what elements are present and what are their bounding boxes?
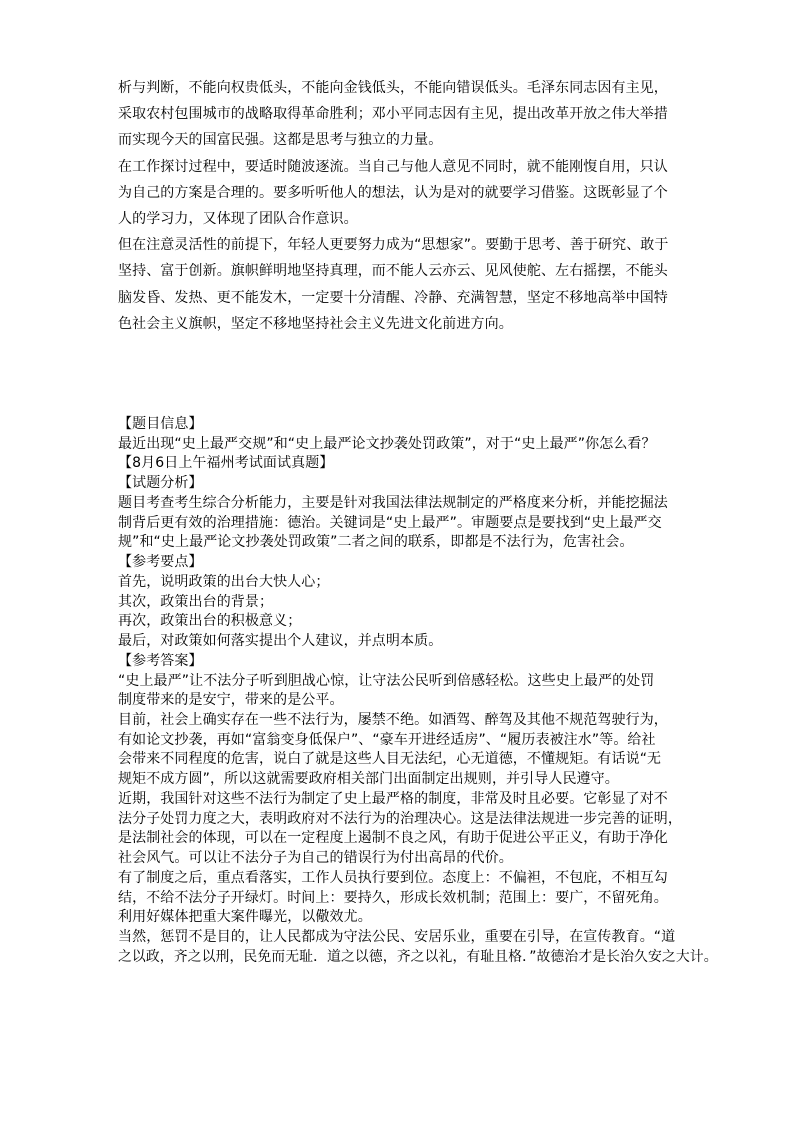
text-line: 析与判断，不能向权贵低头，不能向金钱低头，不能向错误低头。毛泽东同志因有主见， [118,80,668,96]
text-line: 色社会主义旗帜，坚定不移地坚持社会主义先进文化前进方向。 [118,315,513,332]
text-line: 近期，我国针对这些不法行为制定了史上最严格的制度，非常及时且必要。它彰显了对不 [118,790,668,807]
text-line: 制度带来的是安宁，带来的是公平。 [118,692,344,709]
text-line: 【参考要点】 [118,554,203,571]
text-line: 在工作探讨过程中，要适时随波逐流。当自己与他人意见不同时，就不能刚愎自用，只认 [118,158,668,175]
question-section [118,415,718,968]
text-line: 采取农村包围城市的战略取得革命胜利；邓小平同志因有主见，提出改革开放之伟大举措 [118,106,668,123]
text-line: 是法制社会的体现，可以在一定程度上遏制不良之风，有助于促进公平正义，有助于净化 [118,830,668,847]
text-line: 题目考查考生综合分析能力，主要是针对我国法律法规制定的严格度来分析，并能挖掘法 [118,494,668,511]
text-line: 但在注意灵活性的前提下，年轻人更要努力成为“思想家”。要勤于思考、善于研究、敢于 [118,237,669,254]
text-line: 而实现今天的国富民强。这都是思考与独立的力量。 [118,132,443,149]
text-line: 最近出现“史上最严交规”和“史上最严论文抄袭处罚政策”，对于“史上最严”你怎么看？ [118,435,656,452]
text-line: 当然，惩罚不是目的，让人民都成为守法公民、安居乐业，重要在引导，在宣传教育。“道 [118,929,676,946]
text-line: 利用好媒体把重大案件曝光，以儆效尤。 [118,909,372,926]
essay-continuation [118,75,698,337]
text-line: 脑发昏、发热、更不能发木，一定要十分清醒、冷静、充满智慧，坚定不移地高举中国特 [118,289,668,306]
text-line: 【试题分析】 [118,475,203,492]
text-line: 结，不给不法分子开绿灯。时间上：要持久，形成长效机制；范围上：要广，不留死角。 [118,889,668,906]
text-line: 会带来不同程度的危害，说白了就是这些人目无法纪，心无道德，不懂规矩。有话说“无 [118,751,662,768]
text-line: 坚持、富于创新。旗帜鲜明地坚持真理，而不能人云亦云、见风使舵、左右摇摆，不能头 [118,263,668,280]
text-line: 为自己的方案是合理的。要多听听他人的想法，认为是对的就要学习借鉴。这既彰显了个 [118,184,668,201]
text-line: “史上最严”让不法分子听到胆战心惊，让守法公民听到倍感轻松。这些史上最严的处罚 [118,672,655,689]
text-line: 有如论文抄袭，再如“富翁变身低保户”、“豪车开进经适房”、“履历表被注水”等。给社 [118,731,656,748]
text-line: 社会风气。可以让不法分子为自己的错误行为付出高昂的代价。 [118,850,513,867]
text-line: 最后，对政策如何落实提出个人建议，并点明本质。 [118,633,443,650]
text-line: 再次，政策出台的积极意义； [118,613,302,630]
text-line: 目前，社会上确实存在一些不法行为，屡禁不绝。如酒驾、醉驾及其他不规范驾驶行为， [118,712,668,729]
text-line: 其次，政策出台的背景； [118,593,274,610]
text-line: 【8月6日上午福州考试面试真题】 [118,455,334,472]
text-line: 规”和“史上最严论文抄袭处罚政策”二者之间的联系，即都是不法行为，危害社会。 [118,534,634,551]
text-line: 【参考答案】 [118,652,203,669]
text-line: 人的学习力，又体现了团队合作意识。 [118,210,358,227]
text-line: 规矩不成方圆”，所以这就需要政府相关部门出面制定出规则，并引导人民遵守。 [118,771,619,788]
text-line: 有了制度之后，重点看落实，工作人员执行要到位。态度上：不偏袒，不包庇，不相互勾 [118,869,668,886]
text-line: 首先，说明政策的出台大快人心； [118,573,330,590]
text-line: 【题目信息】 [118,416,203,432]
text-line: 法分子处罚力度之大，表明政府对不法行为的治理决心。这是法律法规进一步完善的证明， [118,810,682,827]
text-line: 之以政，齐之以刑，民免而无耻．道之以德，齐之以礼，有耻且格．”故德治才是长治久安之大计。 [118,948,718,965]
text-line: 制背后更有效的治理措施：德治。关键词是“史上最严”。审题要点是要找到“史上最严交 [118,514,662,531]
